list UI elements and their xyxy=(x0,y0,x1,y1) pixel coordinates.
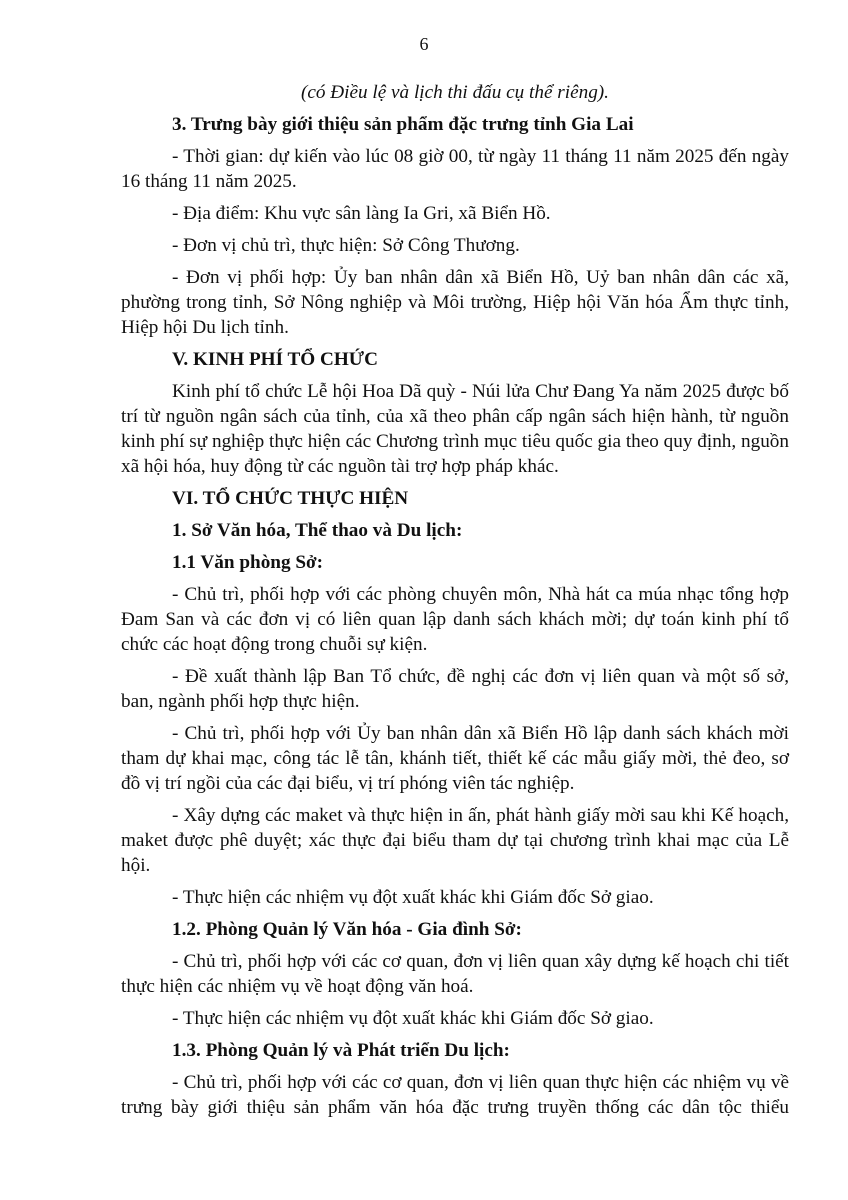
paragraph-office-task-1: - Chủ trì, phối hợp với các phòng chuyên môn, Nhà hát ca múa nhạc tổng hợp Đam San và các đơn vị có liên quan lập danh sách khách mời; dự toán kinh phí tổ chức các hoạt động trong chuỗi sự kiện. xyxy=(121,584,789,655)
paragraph-culture-task-1: - Chủ trì, phối hợp với các cơ quan, đơn vị liên quan xây dựng kế hoạch chi tiết thực hiện các nhiệm vụ về hoạt động văn hoá. xyxy=(121,951,789,997)
paragraph-tourism-task-1: - Chủ trì, phối hợp với các cơ quan, đơn vị liên quan thực hiện các nhiệm vụ về trưng bày giới thiệu sản phẩm văn hóa đặc trưng truyền thống các dân tộc thiểu xyxy=(121,1072,789,1118)
heading-section-v-funding: V. KINH PHÍ TỔ CHỨC xyxy=(172,349,378,370)
document-body xyxy=(121,80,789,1127)
heading-1-1-office: 1.1 Văn phòng Sở: xyxy=(172,552,324,573)
heading-1-2-culture-family: 1.2. Phòng Quản lý Văn hóa - Gia đình Sở: xyxy=(172,919,522,940)
paragraph-office-task-3: - Chủ trì, phối hợp với Ủy ban nhân dân xã Biển Hồ lập danh sách khách mời tham dự khai mạc, công tác lễ tân, khánh tiết, thiết kế các mẫu giấy mời, thẻ đeo, sơ đồ vị trí ngồi của các đại biểu, vị trí phóng viên tác nghiệp. xyxy=(121,723,789,794)
paragraph-coordinating-units: - Đơn vị phối hợp: Ủy ban nhân dân xã Biển Hồ, Uỷ ban nhân dân các xã, phường trong tỉnh, Sở Nông nghiệp và Môi trường, Hiệp hội Văn hóa Ẩm thực tỉnh, Hiệp hội Du lịch tỉnh. xyxy=(121,267,789,338)
note-rules-schedule: (có Điều lệ và lịch thi đấu cụ thể riêng). xyxy=(301,82,609,103)
heading-1-3-tourism: 1.3. Phòng Quản lý và Phát triển Du lịch: xyxy=(172,1040,510,1061)
paragraph-funding: Kinh phí tổ chức Lễ hội Hoa Dã quỳ - Núi lửa Chư Đang Ya năm 2025 được bố trí từ nguồn ngân sách của tỉnh, của xã theo phân cấp ngân sách hiện hành, từ nguồn kinh phí sự nghiệp thực hiện các Chương trình mục tiêu quốc gia theo quy định, nguồn xã hội hóa, huy động từ các nguồn tài trợ hợp pháp khác. xyxy=(121,381,789,477)
paragraph-office-task-2: - Đề xuất thành lập Ban Tổ chức, đề nghị các đơn vị liên quan và một số sở, ban, ngành phối hợp thực hiện. xyxy=(121,666,789,712)
paragraph-office-task-5: - Thực hiện các nhiệm vụ đột xuất khác khi Giám đốc Sở giao. xyxy=(172,887,654,908)
page-number: 6 xyxy=(419,34,429,54)
paragraph-time: - Thời gian: dự kiến vào lúc 08 giờ 00, từ ngày 11 tháng 11 năm 2025 đến ngày 16 tháng 11 năm 2025. xyxy=(121,146,789,192)
paragraph-lead-unit: - Đơn vị chủ trì, thực hiện: Sở Công Thương. xyxy=(172,235,520,256)
paragraph-location: - Địa điểm: Khu vực sân làng Ia Gri, xã Biển Hồ. xyxy=(172,203,551,224)
heading-1-department-culture: 1. Sở Văn hóa, Thể thao và Du lịch: xyxy=(172,520,463,541)
paragraph-office-task-4: - Xây dựng các maket và thực hiện in ấn, phát hành giấy mời sau khi Kế hoạch, maket được phê duyệt; xác thực đại biểu tham dự tại chương trình khai mạc của Lễ hội. xyxy=(121,805,789,876)
paragraph-culture-task-2: - Thực hiện các nhiệm vụ đột xuất khác khi Giám đốc Sở giao. xyxy=(172,1008,654,1029)
heading-section-vi-implementation: VI. TỔ CHỨC THỰC HIỆN xyxy=(172,488,409,509)
heading-section-3-product-exhibition: 3. Trưng bày giới thiệu sản phẩm đặc trưng tỉnh Gia Lai xyxy=(172,114,634,135)
